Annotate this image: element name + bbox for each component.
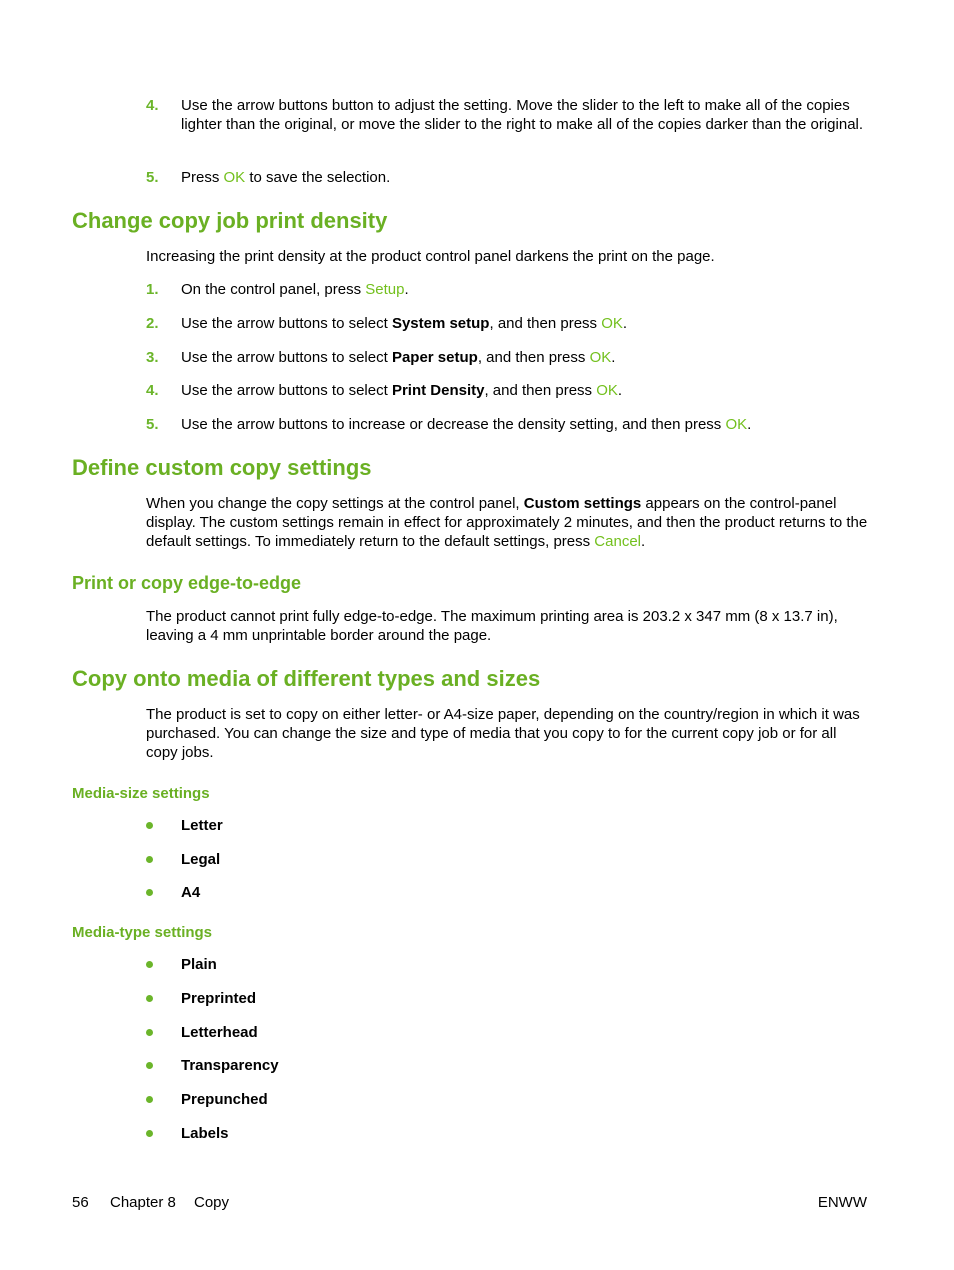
step-text: Use the arrow buttons to select System setup, and then press OK. xyxy=(181,315,628,332)
heading-custom-settings: Define custom copy settings xyxy=(72,455,372,480)
bullet-icon xyxy=(146,856,153,863)
bullet-icon xyxy=(146,1062,153,1069)
heading-media-type: Media-type settings xyxy=(72,924,213,941)
ok-key: OK xyxy=(725,416,748,433)
footer-page-number: 56 xyxy=(72,1194,89,1211)
bullet-icon xyxy=(146,1130,153,1137)
bullet-icon xyxy=(146,995,153,1002)
heading-edge-to-edge: Print or copy edge-to-edge xyxy=(72,573,302,593)
step-text: Use the arrow buttons button to adjust the setting. Move the slider to the left to make all of the copies lighter than the original, or move the slider to the right to make all of the copies darker than the original. xyxy=(181,97,864,133)
document-page: 4. Use the arrow buttons button to adjust the setting. Move the slider to the left to make all of the copies lighter than the original, or move the slider to the right to make all of the copies darker than the original. 5. Press OK to save the selection. Change copy job print density Increasing the print density at the product control panel darkens the print on the page. 1. On the control panel, press Setup. 2. Use the arrow buttons to select System setup, and then press OK. 3. Use the arrow buttons to select Paper setup, and then press OK. 4. Use the arrow buttons to select Print Density, and then press OK. 5. Use the arrow buttons to increase or decrease the density setting, and then press OK. Define custom copy settings When you change the copy settings at the control panel, Custom settings appears on the control-panel display. The custom settings remain in effect for approximately 2 minutes, and then the product returns to the default settings. To immediately return to the default settings, press Cancel. Print or copy edge-to-edge The product cannot print fully edge-to-edge. The maximum printing area is 203.2 x 347 mm (8 x 13.7 in), leaving a 4 mm unprintable border around the page. Copy onto media of different types and sizes The product is set to copy on either letter- or A4-size paper, depending on the country/region in which it was purchased. You can change the size and type of media that you copy to for the current copy job or for all copy jobs. Media-size settings Letter Legal A4 Media-type settings Plain Preprinted Letterhead Transparency Prepunched Labels 56 Chapter 8 Copy ENWW xyxy=(0,0,954,1270)
bullet-icon xyxy=(146,1029,153,1036)
footer-chapter: Chapter 8 xyxy=(110,1194,176,1211)
ok-key: OK xyxy=(596,382,618,399)
density-intro: Increasing the print density at the product control panel darkens the print on the page. xyxy=(146,248,715,265)
ok-key: OK xyxy=(223,169,246,186)
bullet-icon xyxy=(146,1096,153,1103)
step-text: Use the arrow buttons to select Paper setup, and then press OK. xyxy=(181,349,616,366)
edge-to-edge-paragraph: The product cannot print fully edge-to-edge. The maximum printing area is 203.2 x 347 mm (8 x 13.7 in), leaving a 4 mm unprintable border around the page. xyxy=(146,608,838,644)
step-number: 5. xyxy=(146,169,159,186)
step-text: Press OK to save the selection. xyxy=(181,169,391,186)
custom-settings-paragraph: When you change the copy settings at the control panel, Custom settings appears on the control-panel display. The custom settings remain in effect for approximately 2 minutes, and then the product returns to the default settings. To immediately return to the default settings, press Cancel. xyxy=(146,495,868,550)
heading-media-size: Media-size settings xyxy=(72,785,210,802)
cancel-key: Cancel xyxy=(594,533,641,550)
step-number: 4. xyxy=(146,97,159,114)
step-text: Use the arrow buttons to select Print Density, and then press OK. xyxy=(181,382,623,399)
heading-media-types-sizes: Copy onto media of different types and sizes xyxy=(72,666,541,691)
menu-item-name: Paper setup xyxy=(391,349,478,366)
heading-print-density: Change copy job print density xyxy=(72,208,388,233)
bullet-icon xyxy=(146,822,153,829)
media-paragraph: The product is set to copy on either letter- or A4-size paper, depending on the country/region in which it was purchased. You can change the size and type of media that you copy to for the current copy job or for all copy jobs. xyxy=(146,706,860,761)
setup-key: Setup xyxy=(365,281,405,298)
step-number: 5. xyxy=(146,416,159,433)
step-text: On the control panel, press Setup. xyxy=(181,281,409,298)
bullet-icon xyxy=(146,961,153,968)
menu-item-name: Print Density xyxy=(391,382,485,399)
step-number: 3. xyxy=(146,349,159,366)
ok-key: OK xyxy=(589,349,612,366)
step-number: 2. xyxy=(146,315,159,332)
ok-key: OK xyxy=(601,315,623,332)
menu-item-name: System setup xyxy=(391,315,490,332)
footer-doc-id: ENWW xyxy=(817,1194,867,1211)
step-number: 4. xyxy=(146,382,159,399)
step-text: Use the arrow buttons to increase or decrease the density setting, and then press OK. xyxy=(181,416,752,433)
footer-chapter-title: Copy xyxy=(194,1194,230,1211)
step-number: 1. xyxy=(146,281,159,298)
bullet-icon xyxy=(146,889,153,896)
